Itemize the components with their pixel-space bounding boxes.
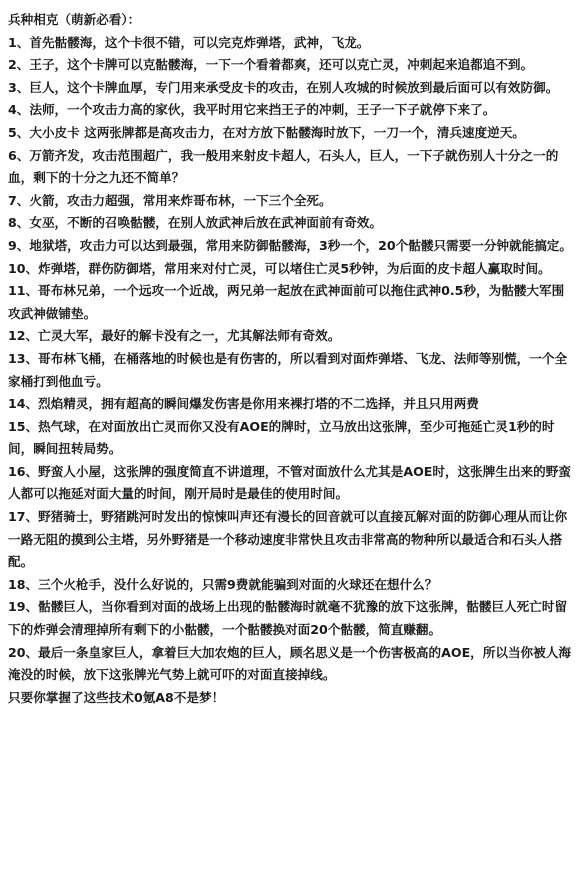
list-item: 7、火箭，攻击力超强，常用来炸哥布林，一下三个全死。 [8,192,332,208]
list-item: 3、巨人，这个卡牌血厚，专门用来承受皮卡的攻击，在别人攻城的时候放到最后面可以有效防御。 [8,79,559,95]
list-item: 16、野蛮人小屋，这张牌的强度简直不讲道理，不管对面放什么尤其是AOE时，这张牌生出来的野蛮人都可以拖延对面大量的时间，刚开局时是最佳的使用时间。 [8,463,571,502]
list-item: 6、万箭齐发，攻击范围超广，我一般用来射皮卡超人，石头人，巨人，一下子就伤别人十分之一的血，剩下的十分之九还不简单？ [8,147,559,186]
list-item: 19、骷髅巨人，当你看到对面的战场上出现的骷髅海时就毫不犹豫的放下这张牌，骷髅巨人死亡时留下的炸弹会清理掉所有剩下的小骷髅，一个骷髅换对面20个骷髅，简直赚翻。 [8,599,568,638]
list-item: 5、大小皮卡 这两张牌都是高攻击力，在对方放下骷髅海时放下，一刀一个，清兵速度逆天。 [8,124,525,140]
list-item: 2、王子，这个卡牌可以克骷髅海，一下一个看着都爽，还可以克亡灵，冲刺起来追都追不到。 [8,57,534,73]
list-item: 4、法师，一个攻击力高的家伙，我平时用它来挡王子的冲刺，王子一下子就停下来了。 [8,102,496,118]
list-item: 10、炸弹塔，群伤防御塔，常用来对付亡灵，可以堵住亡灵5秒钟，为后面的皮卡超人赢取时间。 [8,260,551,276]
list-item: 17、野猪骑士，野猪跳河时发出的惊悚叫声还有漫长的回音就可以直接瓦解对面的防御心理从而让你一路无阻的摸到公主塔，另外野猪是一个移动速度非常快且攻击非常高的物种所以最适合和石头人搭配。 [8,509,568,570]
article-footer: 只要你掌握了这些技术0氪A8不是梦！ [8,689,225,705]
list-item: 13、哥布林飞桶，在桶落地的时候也是有伤害的，所以看到对面炸弹塔、飞龙、法师等别慌，一个全家桶打到他血亏。 [8,350,568,389]
article-title: 兵种相克（萌新必看）： [8,12,141,27]
list-item: 12、亡灵大军，最好的解卡没有之一，尤其解法师有奇效。 [8,328,341,344]
list-item: 11、哥布林兄弟，一个远攻一个近战，两兄弟一起放在武神面前可以拖住武神0.5秒，为骷髅大军围攻武神做铺垫。 [8,283,565,321]
list-item: 1、首先骷髅海，这个卡很不错，可以完克炸弹塔，武神，飞龙。 [8,34,370,50]
list-item: 15、热气球，在对面放出亡灵而你又没有AOE的牌时，立马放出这张牌，至少可拖延亡灵1秒的时间，瞬间扭转局势。 [8,418,555,457]
list-item: 18、三个火枪手，没什么好说的，只需9费就能骗到对面的火球还在想什么？ [8,576,438,592]
list-item: 9、地狱塔，攻击力可以达到最强，常用来防御骷髅海，3秒一个，20个骷髅只需要一分钟就能搞定。 [8,237,572,253]
list-item: 20、最后一条皇家巨人，拿着巨大加农炮的巨人，顾名思义是一个伤害极高的AOE，所以当你被人海淹没的时候，放下这张牌光气势上就可吓的对面直接掉线。 [8,644,571,683]
list-item: 14、烈焰精灵，拥有超高的瞬间爆发伤害是你用来裸打塔的不二选择，并且只用两费 [8,396,479,412]
list-item: 8、女巫，不断的召唤骷髅，在别人放武神后放在武神面前有奇效。 [8,215,382,231]
